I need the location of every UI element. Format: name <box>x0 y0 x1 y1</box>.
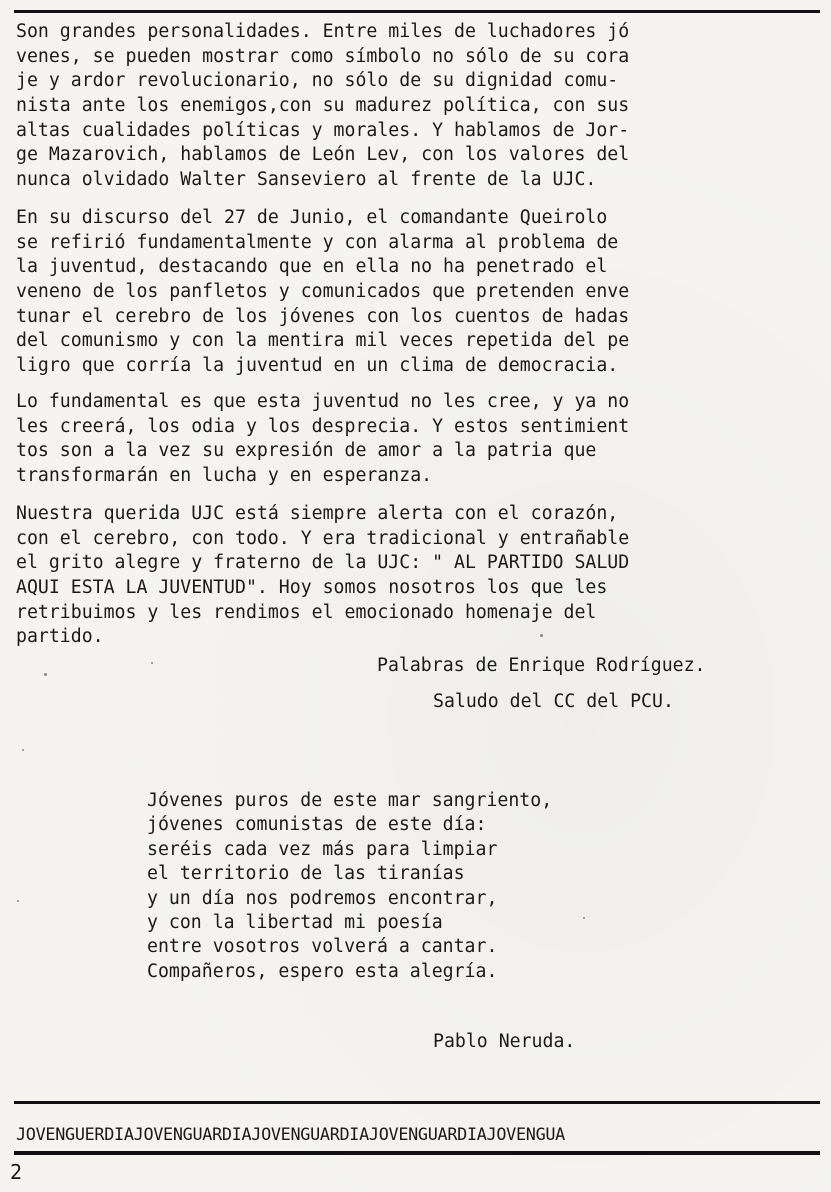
poem-line: y con la libertad mi poesía <box>147 911 443 933</box>
text-line: se refirió fundamentalmente y con alarma al problema de <box>16 231 619 253</box>
text-line: Nuestra querida UJC está siempre alerta con el corazón, <box>16 503 619 524</box>
paragraph-1 <box>16 20 822 193</box>
text-line: venes, se pueden mostrar como símbolo no sólo de su cora <box>16 45 630 67</box>
poem-line: el territorio de las tiranías <box>147 863 465 885</box>
paper-speck <box>17 900 19 902</box>
text-line: nunca olvidado Walter Sanseviero al frente de la UJC. <box>16 169 597 191</box>
text-line: tos son a la vez su expresión de amor a la patria que <box>16 440 597 462</box>
footer-banner: JOVENGUERDIAJOVENGUARDIAJOVENGUARDIAJOVENGUARDIAJOVENGUA <box>16 1124 565 1144</box>
greeting-attribution: Saludo del CC del PCU. <box>433 691 674 712</box>
paragraph-2 <box>16 206 822 379</box>
text-line: con el cerebro, con todo. Y era tradicional y entrañable <box>16 527 630 549</box>
text-line: AQUI ESTA LA JUVENTUD". Hoy somos nosotros los que les <box>16 577 608 599</box>
text-line: nista ante los enemigos,con su madurez política, con sus <box>16 95 630 117</box>
text-line: transformarán en lucha y en esperanza. <box>16 465 433 487</box>
text-line: les creerá, los odia y los desprecia. Y estos sentimient <box>16 415 630 437</box>
poem-line: entre vosotros volverá a cantar. <box>147 936 498 958</box>
text-line: En su discurso del 27 de Junio, el comandante Queirolo <box>16 207 608 228</box>
banner-bottom-rule <box>14 1151 820 1155</box>
paper-speck <box>22 749 24 751</box>
text-line: tunar el cerebro de los jóvenes con los cuentos de hadas <box>16 305 630 327</box>
text-line: veneno de los panfletos y comunicados que pretenden enve <box>16 281 630 303</box>
text-line: ligro que corría la juventud en un clima de democracia. <box>16 355 619 377</box>
text-line: altas cualidades políticas y morales. Y hablamos de Jor- <box>16 119 630 141</box>
top-rule <box>14 10 820 13</box>
text-line: retribuimos y les rendimos el emocionado homenaje del <box>16 601 597 623</box>
text-line: Son grandes personalidades. Entre miles de luchadores jó <box>16 21 630 42</box>
poem-line: Compañeros, espero esta alegría. <box>147 960 498 982</box>
poem-author: Pablo Neruda. <box>433 1031 576 1052</box>
banner-top-rule <box>14 1101 820 1104</box>
paragraph-4 <box>16 502 822 650</box>
text-line: la juventud, destacando que en ella no ha penetrado el <box>16 256 608 278</box>
text-line: Lo fundamental es que esta juventud no les cree, y ya no <box>16 391 630 412</box>
paper-speck <box>44 673 47 676</box>
poem-line: seréis cada vez más para limpiar <box>147 838 498 860</box>
poem-line: Jóvenes puros de este mar sangriento, <box>147 790 553 811</box>
page-number: 2 <box>10 1160 23 1184</box>
text-line: del comunismo y con la mentira mil veces repetida del pe <box>16 330 630 352</box>
poem <box>147 789 552 984</box>
paper-speck <box>540 634 543 637</box>
speech-attribution: Palabras de Enrique Rodríguez. <box>377 655 706 676</box>
poem-line: jóvenes comunistas de este día: <box>147 814 487 836</box>
poem-line: y un día nos podremos encontrar, <box>147 887 498 909</box>
text-line: partido. <box>16 626 104 648</box>
text-line: el grito alegre y fraterno de la UJC: " AL PARTIDO SALUD <box>16 552 630 574</box>
paragraph-3 <box>16 390 822 489</box>
text-line: je y ardor revolucionario, no sólo de su dignidad comu- <box>16 70 619 92</box>
paper-speck <box>583 917 585 919</box>
paper-speck <box>151 662 153 664</box>
text-line: ge Mazarovich, hablamos de León Lev, con los valores del <box>16 144 630 166</box>
